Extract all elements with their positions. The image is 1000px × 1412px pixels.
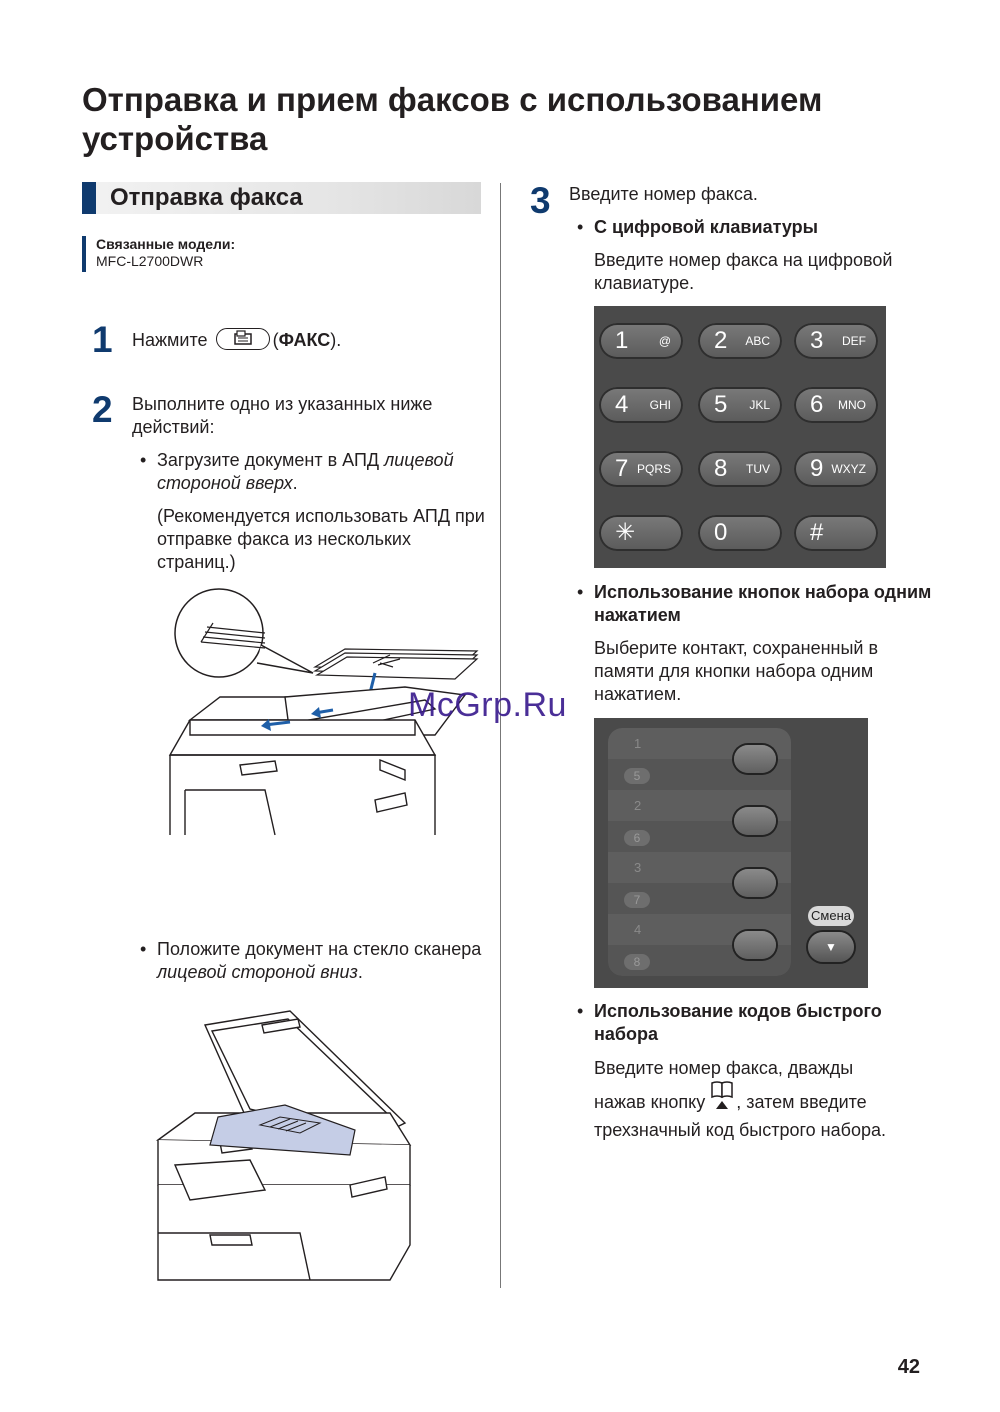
one-touch-button-2[interactable] — [734, 807, 776, 835]
keypad-key-number: 1 — [615, 327, 629, 354]
section-title: Отправка факса — [110, 184, 303, 211]
one-touch-number: 3 — [634, 860, 642, 875]
shift-button[interactable] — [808, 932, 854, 962]
one-touch-number-shift: 8 — [624, 954, 650, 970]
one-touch-button-1[interactable] — [734, 745, 776, 773]
one-touch-number-shift: 5 — [624, 768, 650, 784]
one-touch-button-4[interactable] — [734, 931, 776, 959]
one-touch-row — [608, 728, 791, 790]
keypad-key-4[interactable] — [599, 387, 683, 423]
shift-label: Смена — [808, 906, 854, 926]
keypad-key-letters: JKL — [749, 398, 770, 412]
related-models-label: Связанные модели: — [96, 236, 236, 252]
speed-dial-heading: Использование кодов быстрого набора — [594, 1001, 882, 1044]
related-models — [82, 236, 235, 272]
step-1-text — [132, 328, 472, 352]
fax-button-label: ФАКС — [278, 330, 331, 350]
bullet-glass-suffix: . — [357, 962, 363, 982]
keypad-text: Введите номер факса на цифровой клавиатуре. — [594, 250, 893, 293]
keypad-key-number: 5 — [714, 391, 728, 418]
keypad-heading: С цифровой клавиатуры — [594, 217, 818, 237]
keypad-key-number: 6 — [810, 391, 824, 418]
bullet-adf-suffix: . — [292, 473, 298, 493]
keypad-key-number: # — [810, 519, 824, 546]
keypad-key-number: 8 — [714, 455, 728, 482]
step-1-text-before: Нажмите — [132, 330, 208, 350]
keypad-key-hash[interactable] — [794, 515, 878, 551]
step-3-text: Введите номер факса. — [569, 184, 758, 204]
bullet-glass-italic: лицевой стороной вниз — [157, 962, 358, 982]
one-touch-number-shift: 7 — [624, 892, 650, 908]
keypad-key-number: 2 — [714, 327, 728, 354]
one-touch-number: 4 — [634, 922, 642, 937]
bullet-keypad — [577, 216, 937, 295]
keypad-key-number: 3 — [810, 327, 824, 354]
one-touch-row — [608, 914, 791, 976]
keypad-key-2[interactable] — [698, 323, 782, 359]
step-2-bullet-glass — [140, 938, 485, 984]
keypad-key-letters: ABC — [745, 334, 770, 348]
fax-icon — [216, 328, 270, 350]
page-number: 42 — [897, 1356, 920, 1378]
keypad-key-number: ✳ — [615, 519, 636, 546]
keypad-key-letters: PQRS — [636, 462, 671, 476]
step-2-bullet-adf — [140, 449, 485, 574]
keypad-key-letters: GHI — [649, 398, 671, 412]
keypad-key-1[interactable] — [599, 323, 683, 359]
speed-dial-text-2 — [594, 1088, 954, 1116]
keypad-key-number: 7 — [615, 455, 629, 482]
section-accent-bar — [82, 182, 96, 214]
keypad-key-0[interactable] — [698, 515, 782, 551]
page-title: Отправка и прием факсов с использованием устройства — [82, 81, 823, 157]
one-touch-number-shift: 6 — [624, 830, 650, 846]
bullet-glass-text: Положите документ на стекло сканера — [157, 939, 482, 959]
keypad-key-letters: @ — [658, 334, 671, 348]
one-touch-number: 2 — [634, 798, 642, 813]
keypad-key-number: 0 — [714, 519, 728, 546]
keypad-key-letters: MNO — [838, 398, 866, 412]
keypad-key-letters: DEF — [842, 334, 866, 348]
speed-dial-text-2a: нажав кнопку — [594, 1092, 706, 1112]
keypad-key-letters: WXYZ — [831, 462, 866, 476]
bullet-dot: • — [140, 450, 147, 470]
keypad-key-5[interactable] — [698, 387, 782, 423]
one-touch-number: 1 — [634, 736, 642, 751]
onetouch-heading: Использование кнопок набора одним нажатием — [594, 582, 932, 625]
one-touch-row — [608, 852, 791, 914]
step-2-number: 2 — [92, 389, 113, 430]
scanner-glass-illustration — [150, 1005, 420, 1290]
watermark: McGrp.Ru — [408, 686, 567, 724]
arrow-down-icon: ▼ — [825, 940, 837, 954]
one-touch-row — [608, 790, 791, 852]
step-1-paren-open: ( — [272, 330, 279, 350]
speed-dial-text-2b: , затем введите — [736, 1092, 867, 1112]
bullet-dot: • — [577, 217, 584, 237]
speed-dial-text-1: Введите номер факса, дважды — [594, 1058, 854, 1078]
bullet-adf-text: Загрузите документ в АПД — [157, 450, 380, 470]
bullet-dot: • — [140, 939, 147, 959]
step-2-text: Выполните одно из указанных ниже действий: — [132, 394, 433, 437]
bullet-onetouch — [577, 581, 937, 706]
bullet-dot: • — [577, 582, 584, 602]
bullet-dot: • — [577, 1001, 584, 1021]
keypad-key-letters: TUV — [746, 462, 770, 476]
column-divider — [500, 183, 501, 1288]
numeric-keypad — [594, 306, 886, 568]
keypad-key-star[interactable] — [599, 515, 683, 551]
bullet-speed-dial — [577, 1000, 937, 1046]
keypad-key-number: 4 — [615, 391, 629, 418]
step-3-number: 3 — [530, 180, 551, 221]
keypad-key-number: 9 — [810, 455, 824, 482]
keypad-key-9[interactable] — [794, 451, 878, 487]
step-1-number: 1 — [92, 319, 113, 360]
one-touch-button-3[interactable] — [734, 869, 776, 897]
keypad-key-8[interactable] — [698, 451, 782, 487]
one-touch-button-group — [608, 728, 791, 976]
keypad-key-3[interactable] — [794, 323, 878, 359]
keypad-key-6[interactable] — [794, 387, 878, 423]
address-book-icon — [710, 1088, 736, 1116]
bullet-adf-italic: лицевой стороной вверх — [157, 450, 454, 493]
speed-dial-text-3: трехзначный код быстрого набора. — [594, 1120, 886, 1140]
onetouch-text: Выберите контакт, сохраненный в памяти для кнопки набора одним нажатием. — [594, 638, 879, 704]
keypad-key-7[interactable] — [599, 451, 683, 487]
related-models-value: MFC-L2700DWR — [96, 253, 204, 269]
step-1-text-after: ). — [330, 330, 342, 350]
section-header — [82, 182, 481, 214]
bullet-adf-note: (Рекомендуется использовать АПД при отправке факса из нескольких страниц.) — [157, 506, 485, 572]
